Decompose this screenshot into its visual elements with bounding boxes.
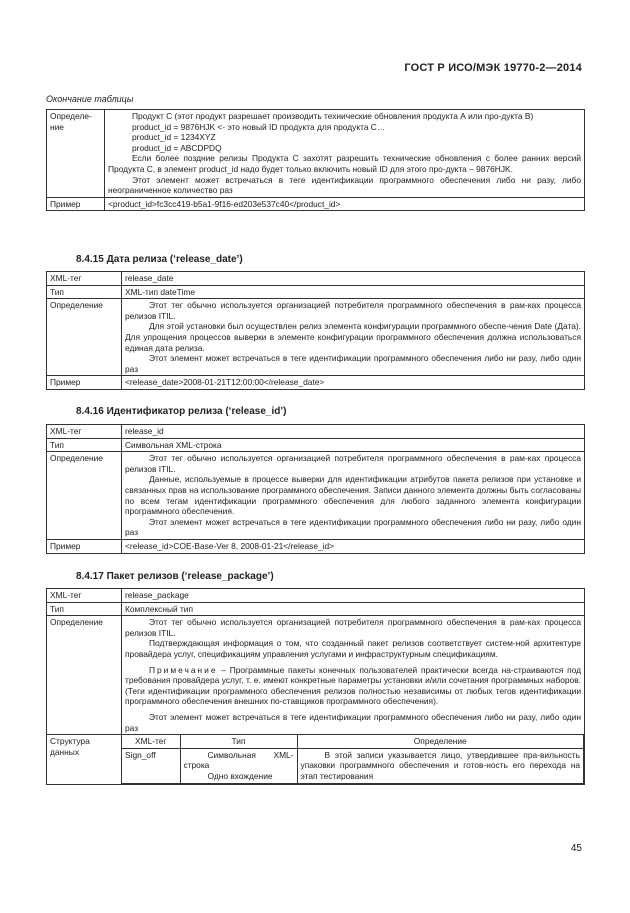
inner-header-type: Тип	[180, 735, 297, 748]
definition-label: Определение	[47, 452, 122, 540]
release-id-table	[46, 424, 585, 554]
xml-tag-row	[47, 589, 585, 603]
definition-row	[47, 110, 585, 198]
definition-text: Подтверждающая информация о том, что созданный пакет релизов соответствует систем-ной архитектуре провайдера услуг, спецификациям управления услугами и инфраструктурным спецификациям.	[125, 638, 581, 659]
definition-text: Продукт С (этот продукт разрешает производить технические обновления продукта А или про-дукта В)	[132, 111, 534, 121]
definition-row	[47, 299, 585, 376]
inner-data-row	[122, 748, 584, 783]
definition-label: Определение	[47, 616, 122, 735]
data-structure-table	[122, 735, 584, 783]
release-date-table	[46, 271, 585, 390]
type-row	[47, 438, 585, 452]
definition-text: Этот элемент может встречаться в теге идентификации программного обеспечения либо ни разу, либо один раз	[125, 353, 581, 374]
data-structure-label: Структура данных	[47, 735, 122, 784]
example-label: Пример	[47, 197, 105, 211]
section-heading-release-id: 8.4.16 Идентификатор релиза (‘release_id’)	[76, 406, 287, 417]
definition-cell	[122, 452, 585, 540]
page-number: 45	[570, 843, 582, 854]
note-body: – Программные пакеты конечных пользователей практически всегда на-страиваются под требования провайдера услуг, т. е. имеют конкретные параметры установки и/или сочетания программных наборов. (Теги идентификации программного обеспечения релизов полностью независимы от любых тегов идентификации программного обеспечения внешних по-ставщиков программного обеспечения).	[125, 664, 581, 707]
definition-text: product_id = 9876HJK <- это новый ID продукта для продукта С…	[132, 121, 386, 132]
type-value: XML-тип dateTime	[122, 285, 585, 299]
xml-tag-label: XML-тег	[47, 425, 122, 439]
inner-type: Символьная XML-строка Одно вхождение	[180, 748, 297, 783]
data-structure-row	[47, 735, 585, 784]
xml-tag-row	[47, 425, 585, 439]
definition-text: Если более поздние релизы Продукта С захотят разрешить технические обновления с более ранних версий Продукта С, в элемент product_id надо будет только включить новый ID для этого про-дукта – 9876HJK.	[108, 153, 581, 174]
xml-tag-value: release_id	[122, 425, 585, 439]
xml-tag-label: XML-тег	[47, 272, 122, 286]
definition-text: Этот тег обычно используется организацией потребителя программного обеспечения в рам-ках процесса релизов ITIL.	[125, 453, 581, 474]
inner-tag: Sign_off	[122, 748, 180, 783]
definition-text: Для этой установки был осуществлен релиз элемента конфигурации программного обеспе-чения Date (Дата). Для упрощения процессов выверки в элементе конфигурации программного обеспечения должна использоваться единая дата релиза.	[125, 321, 581, 353]
example-label: Пример	[47, 376, 122, 390]
type-value: Символьная XML-строка	[122, 438, 585, 452]
standard-designation: ГОСТ Р ИСО/МЭК 19770-2—2014	[404, 62, 582, 74]
table-continuation-label: Окончание таблицы	[46, 94, 134, 104]
definition-cell	[105, 110, 585, 198]
example-value: <release_id>COE-Base-Ver 8, 2008-01-21</release_id>	[122, 539, 585, 553]
note-text	[125, 665, 581, 707]
example-row	[47, 539, 585, 553]
definition-label: Определение	[47, 299, 122, 376]
type-value: Комплексный тип	[122, 602, 585, 616]
definition-text: product_id = ABCDPDQ	[132, 142, 222, 153]
example-value: <release_date>2008-01-21T12:00:00</release_date>	[122, 376, 585, 390]
definition-row	[47, 616, 585, 735]
section-heading-release-package: 8.4.17 Пакет релизов (‘release_package’)	[76, 571, 274, 582]
inner-definition: В этой записи указывается лицо, утвердившее пра-вильность упаковки программного обеспечения и готов-ность его перехода на этап тестирования	[297, 748, 584, 783]
example-label: Пример	[47, 539, 122, 553]
type-label: Тип	[47, 438, 122, 452]
inner-header-row	[122, 735, 584, 748]
definition-text: Этот элемент может встречаться в теге идентификации программного обеспечения либо ни разу, либо неограниченное количество раз	[108, 174, 581, 196]
type-row	[47, 602, 585, 616]
note-word: Примечание	[149, 664, 218, 675]
definition-text: product_id = 1234XYZ	[132, 132, 216, 143]
example-row	[47, 376, 585, 390]
data-structure-cell	[122, 735, 585, 784]
definition-text: Этот элемент может встречаться в теге идентификации программного обеспечения либо ни разу, либо один раз	[125, 711, 581, 733]
xml-tag-label: XML-тег	[47, 589, 122, 603]
inner-header-definition: Определение	[297, 735, 584, 748]
example-value: <product_id>fc3cc419-b5a1-9f16-ed203e537c40</product_id>	[105, 197, 585, 211]
definition-row	[47, 452, 585, 540]
product-id-table	[46, 109, 585, 211]
definition-cell	[122, 299, 585, 376]
type-row	[47, 285, 585, 299]
release-package-table	[46, 588, 585, 785]
type-label: Тип	[47, 602, 122, 616]
definition-text: Этот тег обычно используется организацией потребителя программного обеспечения в рам-ках процесса релизов ITIL.	[125, 300, 581, 321]
section-heading-release-date: 8.4.15 Дата релиза (‘release_date’)	[76, 254, 243, 265]
definition-text: Этот тег обычно используется организацией потребителя программного обеспечения в рам-ках процесса релизов ITIL.	[125, 617, 581, 638]
definition-text: Этот элемент может встречаться в теге идентификации программного обеспечения либо ни разу, либо один раз	[125, 516, 581, 538]
definition-text: Данные, используемые в процессе выверки для идентификации атрибутов пакета релизов при установке и связанных прав на использование программного обеспечения. Записи данного элемента должны быть согласованы по всем тегам идентификации программного обеспечения для любого заданного элемента конфигурации программного обеспечения.	[125, 474, 581, 517]
xml-tag-value: release_package	[122, 589, 585, 603]
inner-header-xml-tag: XML-тег	[122, 735, 180, 748]
example-row	[47, 197, 585, 211]
type-label: Тип	[47, 285, 122, 299]
definition-label: Определе- ние	[47, 110, 105, 198]
xml-tag-value: release_date	[122, 272, 585, 286]
xml-tag-row	[47, 272, 585, 286]
definition-cell	[122, 616, 585, 735]
